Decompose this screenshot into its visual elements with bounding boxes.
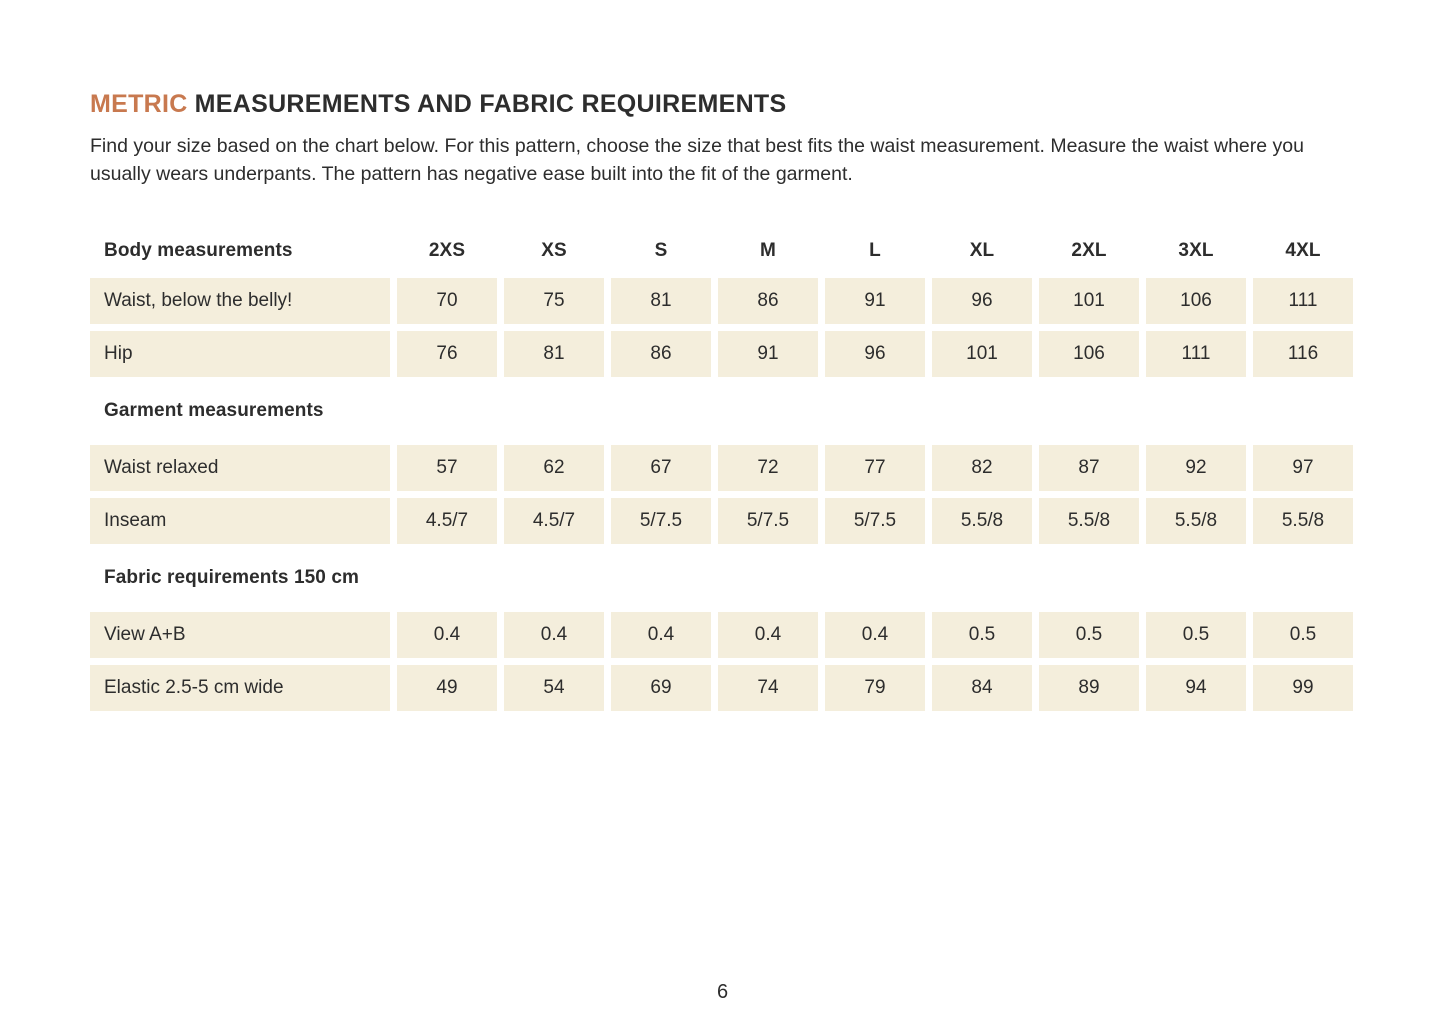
size-column-header: XL (969, 240, 995, 262)
table-cell-value: 106 (1039, 331, 1139, 377)
table-cell-value: 89 (1039, 665, 1139, 711)
table-cell-value: 75 (504, 278, 604, 324)
table-cell-value: 0.4 (397, 612, 497, 658)
table-cell-value: 101 (1039, 278, 1139, 324)
table-cell-value: 4.5/7 (397, 498, 497, 544)
table-cell-value: 0.4 (504, 612, 604, 658)
table-cell-value: 96 (825, 331, 925, 377)
page-number: 6 (716, 981, 729, 1003)
table-row-label: Inseam (90, 498, 390, 544)
table-cell-value: 62 (504, 445, 604, 491)
page-title (90, 0, 1355, 119)
table-cell-value: 116 (1253, 331, 1353, 377)
table-cell-value: 111 (1253, 278, 1353, 324)
table-cell-value: 5/7.5 (825, 498, 925, 544)
table-cell-value: 91 (825, 278, 925, 324)
table-cell-value: 0.5 (1146, 612, 1246, 658)
table-cell-value: 111 (1146, 331, 1246, 377)
table-cell-value: 5/7.5 (718, 498, 818, 544)
table-cell-value: 57 (397, 445, 497, 491)
table-cell-value: 5.5/8 (1146, 498, 1246, 544)
table-cell-value: 67 (611, 445, 711, 491)
size-column-header: XS (541, 240, 567, 262)
section-heading: Fabric requirements 150 cm (104, 567, 359, 589)
table-cell-value: 84 (932, 665, 1032, 711)
table-cell-value: 94 (1146, 665, 1246, 711)
table-cell-value: 86 (611, 331, 711, 377)
table-cell-value: 5.5/8 (932, 498, 1032, 544)
table-cell-value: 76 (397, 331, 497, 377)
table-cell-value: 81 (611, 278, 711, 324)
table-row-label: Hip (90, 331, 390, 377)
table-cell-value: 87 (1039, 445, 1139, 491)
size-column-header: L (869, 240, 881, 262)
table-cell-value: 101 (932, 331, 1032, 377)
table-cell-value: 0.5 (1253, 612, 1353, 658)
table-cell-value: 70 (397, 278, 497, 324)
table-cell-value: 0.5 (932, 612, 1032, 658)
table-cell-value: 5.5/8 (1039, 498, 1139, 544)
size-column-header: 2XS (428, 240, 466, 262)
table-cell-value: 81 (504, 331, 604, 377)
table-cell-value: 49 (397, 665, 497, 711)
table-cell-value: 74 (718, 665, 818, 711)
table-cell-value: 0.5 (1039, 612, 1139, 658)
size-column-header: 3XL (1178, 240, 1214, 262)
table-cell-value: 0.4 (611, 612, 711, 658)
size-column-header: M (760, 240, 776, 262)
size-column-header: 4XL (1285, 240, 1321, 262)
table-cell-value: 86 (718, 278, 818, 324)
table-row-label: Elastic 2.5-5 cm wide (90, 665, 390, 711)
table-cell-value: 106 (1146, 278, 1246, 324)
table-header-label: Body measurements (104, 240, 293, 262)
intro-text: Find your size based on the chart below. For this pattern, choose the size that best fits the waist measurement. Measure the waist where you usually wears underpants. The pattern has negative ease built into the fit of the garment. (90, 134, 1304, 186)
table-cell-value: 5/7.5 (611, 498, 711, 544)
table-cell-value: 99 (1253, 665, 1353, 711)
table-cell-value: 4.5/7 (504, 498, 604, 544)
table-cell-value: 77 (825, 445, 925, 491)
section-heading: Garment measurements (104, 400, 324, 422)
table-row-label: Waist, below the belly! (90, 278, 390, 324)
table-cell-value: 96 (932, 278, 1032, 324)
table-cell-value: 0.4 (718, 612, 818, 658)
size-column-header: S (654, 240, 668, 262)
size-table (90, 231, 1353, 711)
table-cell-value: 54 (504, 665, 604, 711)
table-cell-value: 72 (718, 445, 818, 491)
table-cell-value: 92 (1146, 445, 1246, 491)
table-cell-value: 0.4 (825, 612, 925, 658)
table-cell-value: 69 (611, 665, 711, 711)
table-cell-value: 82 (932, 445, 1032, 491)
size-column-header: 2XL (1071, 240, 1107, 262)
page-title-rest: MEASUREMENTS AND FABRIC REQUIREMENTS (194, 90, 787, 118)
table-row-label: View A+B (90, 612, 390, 658)
table-cell-value: 5.5/8 (1253, 498, 1353, 544)
table-row-label: Waist relaxed (90, 445, 390, 491)
table-cell-value: 91 (718, 331, 818, 377)
page-title-highlight: METRIC (90, 90, 188, 118)
table-cell-value: 97 (1253, 445, 1353, 491)
table-cell-value: 79 (825, 665, 925, 711)
